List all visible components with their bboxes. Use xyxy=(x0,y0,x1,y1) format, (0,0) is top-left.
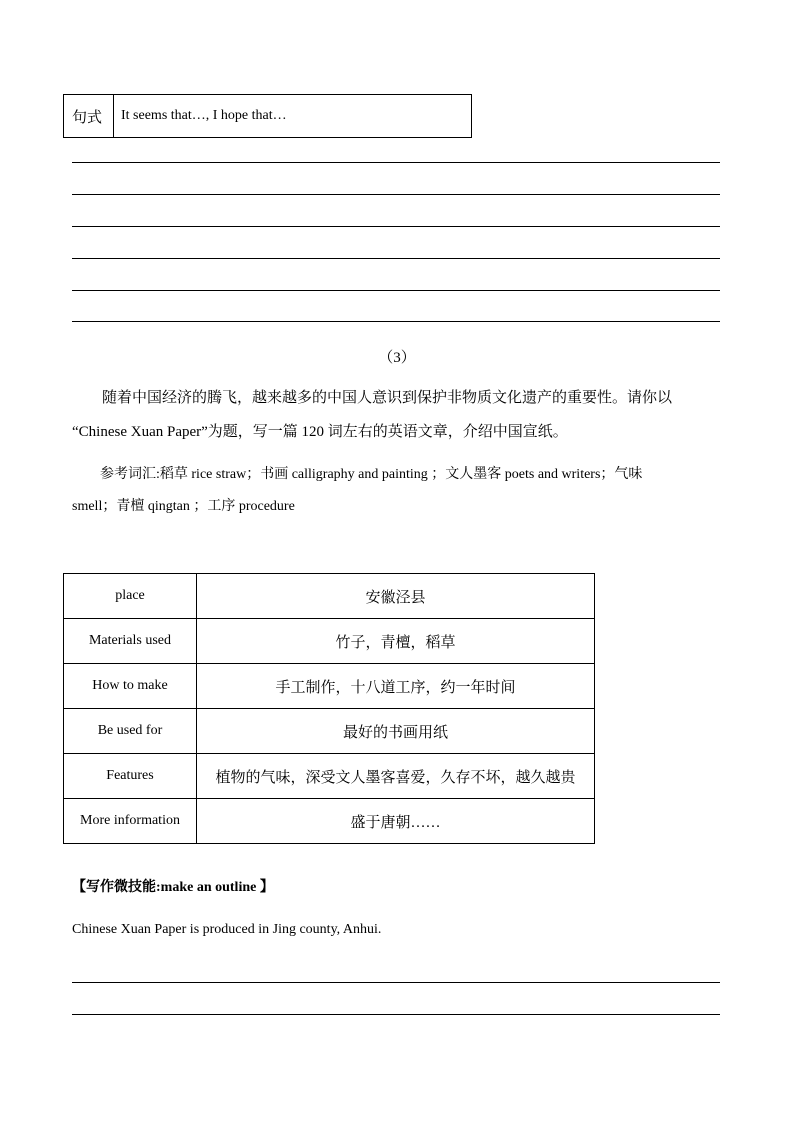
row-value: 安徽泾县 xyxy=(197,574,595,619)
table-row xyxy=(64,664,595,709)
xuan-paper-info-table xyxy=(63,573,595,844)
row-key: How to make xyxy=(64,664,197,709)
section-number: （3） xyxy=(378,350,416,366)
row-key: Features xyxy=(64,754,197,799)
reference-vocabulary xyxy=(72,459,722,523)
row-key: Be used for xyxy=(64,709,197,754)
writing-line xyxy=(72,226,720,227)
table-row xyxy=(64,799,595,844)
table-row xyxy=(64,709,595,754)
writing-prompt xyxy=(72,381,722,449)
table-row xyxy=(64,619,595,664)
row-value: 最好的书画用纸 xyxy=(197,709,595,754)
prompt-line: “Chinese Xuan Paper”为题，写一篇 120 词左右的英语文章，介绍中国宣纸。 xyxy=(72,424,568,440)
vocab-line: smell；青檀 qingtan ；工序 procedure xyxy=(72,499,295,514)
pattern-content: It seems that…, I hope that… xyxy=(114,95,472,138)
table-row xyxy=(64,574,595,619)
pattern-label: 句式 xyxy=(64,95,114,138)
row-key: place xyxy=(64,574,197,619)
writing-line xyxy=(72,982,720,983)
writing-line xyxy=(72,258,720,259)
writing-line xyxy=(72,290,720,291)
table-row xyxy=(64,754,595,799)
writing-line xyxy=(72,321,720,322)
row-value: 手工制作，十八道工序，约一年时间 xyxy=(197,664,595,709)
row-key: Materials used xyxy=(64,619,197,664)
prompt-line: 随着中国经济的腾飞，越来越多的中国人意识到保护非物质文化遗产的重要性。请你以 xyxy=(102,390,673,406)
skill-heading: 【写作微技能:make an outline 】 xyxy=(72,880,274,895)
outline-sentence: Chinese Xuan Paper is produced in Jing county, Anhui. xyxy=(72,922,382,937)
vocab-line: 参考词汇:稻草 rice straw；书画 calligraphy and painting ；文人墨客 poets and writers；气味 xyxy=(100,467,643,482)
writing-line xyxy=(72,162,720,163)
sentence-pattern-table xyxy=(63,94,472,138)
row-value: 植物的气味，深受文人墨客喜爱，久存不坏，越久越贵 xyxy=(197,754,595,799)
writing-line xyxy=(72,1014,720,1015)
row-value: 竹子，青檀，稻草 xyxy=(197,619,595,664)
row-key: More information xyxy=(64,799,197,844)
writing-line xyxy=(72,194,720,195)
row-value: 盛于唐朝…… xyxy=(197,799,595,844)
